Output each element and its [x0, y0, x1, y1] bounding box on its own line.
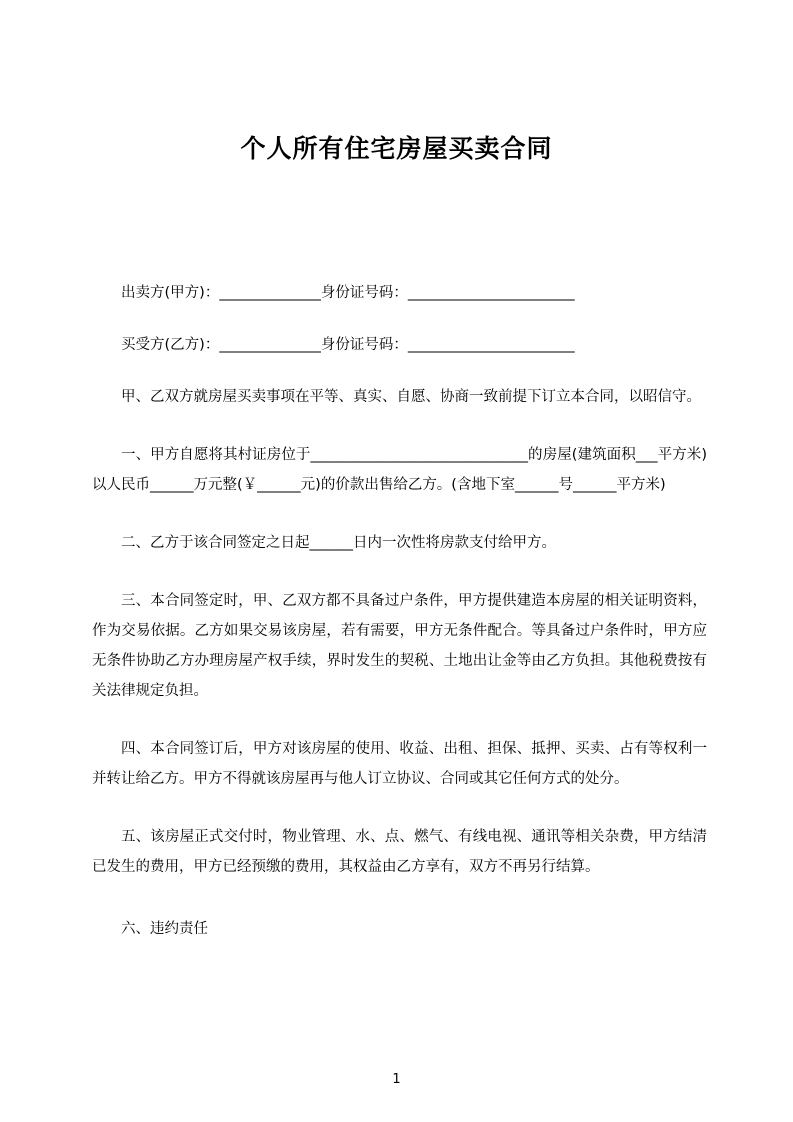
document-body [92, 278, 707, 958]
clause-1: 一、甲方自愿将其村证房位于______________________________的房屋(建筑面积___平方米)以人民币______万元整(￥______元)的价款出售给乙方。(含地下室______号______平方米) [92, 447, 707, 493]
clause-3: 三、本合同签定时，甲、乙双方都不具备过户条件，甲方提供建造本房屋的相关证明资料，作为交易依据。乙方如果交易该房屋，若有需要，甲方无条件配合。等具备过户条件时，甲方应无条件协助乙方办理房屋产权手续，界时发生的契税、土地出让金等由乙方负担。其他税费按有关法律规定负担。 [92, 593, 707, 699]
clause-4: 四、本合同签订后，甲方对该房屋的使用、收益、出租、担保、抵押、买卖、占有等权利一并转让给乙方。甲方不得就该房屋再与他人订立协议、合同或其它任何方式的处分。 [92, 741, 707, 787]
clause-6: 六、违约责任 [121, 921, 208, 937]
clause-2: 二、乙方于该合同签定之日起______日内一次性将房款支付给甲方。 [121, 535, 556, 551]
page-title: 个人所有住宅房屋买卖合同 [240, 134, 553, 163]
page-number: 1 [392, 1072, 401, 1087]
buyer-party-line: 买受方(乙方)：______________身份证号码：_______________________ [121, 337, 575, 353]
seller-party-line: 出卖方(甲方)：______________身份证号码：_______________________ [121, 285, 575, 301]
clause-5: 五、该房屋正式交付时，物业管理、水、点、燃气、有线电视、通讯等相关杂费，甲方结清已发生的费用，甲方已经预缴的费用，其权益由乙方享有，双方不再另行结算。 [92, 829, 707, 875]
preamble-paragraph: 甲、乙双方就房屋买卖事项在平等、真实、自愿、协商一致前提下订立本合同，以昭信守。 [121, 389, 701, 405]
